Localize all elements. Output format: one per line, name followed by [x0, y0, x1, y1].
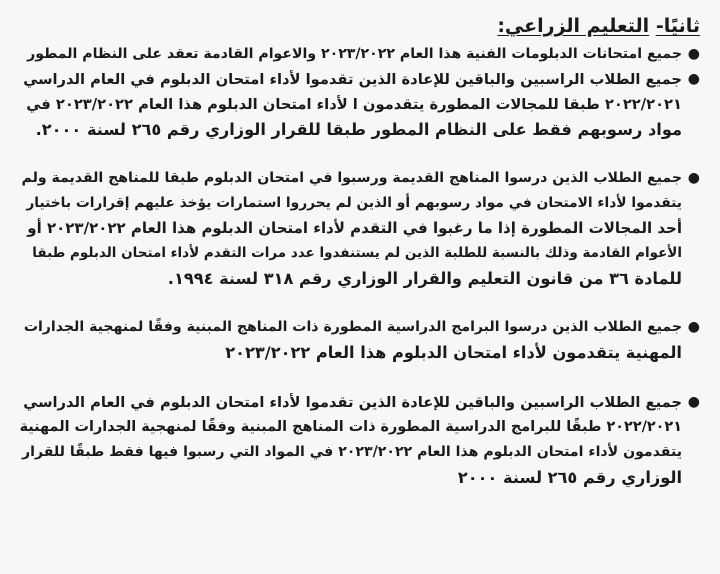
section-heading: [20, 14, 700, 38]
list-item: [20, 67, 700, 142]
item-line: جميع الطلاب الذين درسوا البرامج الدراسية المطورة ذات المناهج المبنية وفقًا لمنهجية الجدارات: [23, 319, 682, 335]
item-line: جميع الطلاب الراسبين والباقين للإعادة الذين تقدموا لأداء امتحان الدبلوم في العام الدراسي: [23, 394, 682, 411]
item-line: الوزاري رقم ٢٦٥ لسنة ٢٠٠٠: [457, 468, 682, 487]
item-line: جميع امتحانات الدبلومات الفنية هذا العام ٢٠٢٣/٢٠٢٢ والاعوام القادمة تعقد على النظام المطور: [27, 46, 682, 62]
item-line: جميع الطلاب الراسبين والباقين للإعادة الذين تقدموا لأداء امتحان الدبلوم في العام الدراسي: [23, 71, 682, 88]
bullet-icon: ●: [687, 71, 700, 87]
item-line: الأعوام القادمة وذلك بالنسبة للطلبة الذين لم يستنفدوا عدد مرات التقدم لأداء امتحان الدبلوم طبقا: [32, 245, 682, 261]
list-item: [20, 166, 700, 291]
item-line: للمادة ٣٦ من قانون التعليم والقرار الوزاري رقم ٣١٨ لسنة ١٩٩٤.: [167, 269, 682, 288]
item-line: يتقدموا لأداء الامتحان في مواد رسوبهم أو الذين لم يحرروا استمارات يؤخذ عليهم إقرارات باختيار: [26, 195, 682, 211]
item-line: ٢٠٢٢/٢٠٢١ طبقًا للبرامج الدراسية المطورة ذات المناهج المبنية وفقًا لمنهجية الجدارات المهنية: [19, 419, 682, 435]
item-line: جميع الطلاب الذين درسوا المناهج القديمة ورسبوا في امتحان الدبلوم طبقا للمناهج القديمة ولم: [21, 170, 682, 186]
list-item: [20, 390, 700, 490]
item-line: ٢٠٢٢/٢٠٢١ طبقا للمجالات المطورة يتقدمون ا لأداء امتحان الدبلوم هذا العام ٢٠٢٣/٢٠٢٢ في: [26, 96, 682, 113]
section-heading-prefix: ثانيًا-: [655, 15, 700, 37]
bullet-icon: ●: [687, 170, 700, 186]
bullet-icon: ●: [687, 46, 700, 62]
list-item: [20, 315, 700, 365]
list-item: [20, 42, 700, 67]
bullet-icon: ●: [687, 394, 700, 410]
item-line: المهنية يتقدمون لأداء امتحان الدبلوم هذا العام ٢٠٢٣/٢٠٢٢: [225, 343, 682, 362]
item-line: مواد رسوبهم فقط على النظام المطور طبقا للقرار الوزاري رقم ٢٦٥ لسنة ٢٠٠٠.: [35, 120, 682, 139]
item-line: يتقدمون لأداء امتحان الدبلوم هذا العام ٢٠٢٣/٢٠٢٢ في المواد التي رسبوا فيها فقط طبقًا للقرار: [22, 444, 682, 460]
bullet-icon: ●: [687, 319, 700, 335]
section-heading-title: التعليم الزراعي:: [497, 15, 650, 37]
item-line: أحد المجالات المطورة إذا ما رغبوا في التقدم لأداء امتحان الدبلوم هذا العام ٢٠٢٣/٢٠٢٢ أو: [27, 219, 682, 237]
